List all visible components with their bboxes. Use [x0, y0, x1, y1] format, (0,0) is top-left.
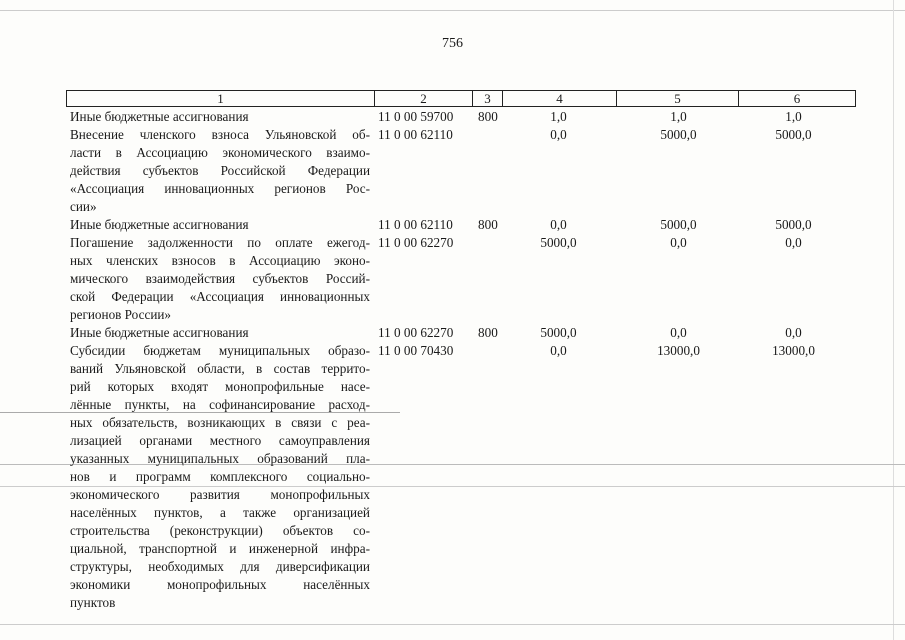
description-line: Иные бюджетные ассигнования	[70, 109, 249, 124]
header-col-4: 4	[503, 91, 617, 106]
row-value-4: 1,0	[550, 109, 567, 124]
row-value-6: 0,0	[785, 325, 802, 340]
table-row	[66, 216, 856, 234]
description-line: сии»	[70, 199, 97, 214]
description-line: Иные бюджетные ассигнования	[70, 217, 249, 232]
description-line: ласти в Ассоциацию экономического взаимо-	[70, 145, 370, 160]
header-col-6: 6	[793, 91, 801, 106]
table-body	[66, 108, 856, 612]
header-col-2: 2	[375, 91, 473, 106]
row-value-6: 0,0	[785, 235, 802, 250]
description-line: Внесение членского взноса Ульяновской об-	[70, 127, 370, 142]
row-value-6: 13000,0	[772, 343, 815, 358]
description-line: экономики монопрофильных населённых	[70, 577, 370, 592]
description-line: населённых пунктов, а также организацией	[70, 505, 370, 520]
description-line: указанных муниципальных образований пла-	[70, 451, 370, 466]
row-code: 11 0 00 62110	[378, 217, 453, 232]
row-value-4: 0,0	[550, 343, 567, 358]
header-col-5: 5	[617, 91, 739, 106]
row-value-5: 5000,0	[660, 127, 697, 142]
scan-top-line	[0, 10, 905, 11]
row-value-6: 5000,0	[775, 127, 812, 142]
description-line: нов и программ комплексного социально-	[70, 469, 370, 484]
table-row	[66, 234, 856, 324]
description-line: ных членских взносов в Ассоциацию эконо-	[70, 253, 370, 268]
description-line: строительства (реконструкции) объектов со-	[70, 523, 370, 538]
row-value-4: 5000,0	[540, 325, 577, 340]
row-value-4: 0,0	[550, 217, 567, 232]
description-line: ской Федерации «Ассоциация инновационных	[70, 289, 370, 304]
row-code: 11 0 00 59700	[378, 109, 454, 124]
page-number: 756	[442, 36, 463, 51]
row-description	[70, 216, 370, 234]
row-description	[70, 108, 370, 126]
description-line: регионов России»	[70, 307, 172, 322]
row-description	[70, 342, 370, 612]
table-row	[66, 126, 856, 216]
scan-right-edge	[893, 0, 894, 640]
row-value-5: 13000,0	[657, 343, 700, 358]
row-value-4: 0,0	[550, 127, 567, 142]
row-code: 11 0 00 62270	[378, 235, 454, 250]
row-value-6: 1,0	[785, 109, 802, 124]
row-value-5: 0,0	[670, 325, 687, 340]
row-value-4: 5000,0	[540, 235, 577, 250]
row-value-6: 5000,0	[775, 217, 812, 232]
description-line: лённые пункты, на софинансирование расход-	[70, 397, 370, 412]
row-type: 800	[478, 109, 498, 124]
table-row	[66, 108, 856, 126]
row-code: 11 0 00 70430	[378, 343, 454, 358]
row-code: 11 0 00 62270	[378, 325, 454, 340]
row-value-5: 5000,0	[660, 217, 697, 232]
row-code: 11 0 00 62110	[378, 127, 453, 142]
description-line: циальной, транспортной и инженерной инфра-	[70, 541, 370, 556]
description-line: лизацией органами местного самоуправления	[70, 433, 370, 448]
description-line: рий которых входят монопрофильные насе-	[70, 379, 370, 394]
description-line: Погашение задолженности по оплате ежегод-	[70, 235, 370, 250]
row-description	[70, 126, 370, 216]
scan-bottom-line	[0, 624, 905, 625]
table-row	[66, 324, 856, 342]
row-value-5: 1,0	[670, 109, 687, 124]
row-description	[70, 324, 370, 342]
header-col-1: 1	[67, 91, 375, 106]
description-line: «Ассоциация инновационных регионов Рос-	[70, 181, 370, 196]
description-line: действия субъектов Российской Федерации	[70, 163, 370, 178]
header-col-3: 3	[473, 91, 503, 106]
row-value-5: 0,0	[670, 235, 687, 250]
row-description	[70, 234, 370, 324]
description-line: структуры, необходимых для диверсификации	[70, 559, 370, 574]
description-line: Субсидии бюджетам муниципальных образо-	[70, 343, 370, 358]
row-type: 800	[478, 217, 498, 232]
table-header	[66, 90, 856, 107]
description-line: пунктов	[70, 595, 116, 610]
description-line: ваний Ульяновской области, в состав террито-	[70, 361, 370, 376]
description-line: мического взаимодействия субъектов Россий-	[70, 271, 370, 286]
description-line: ных обязательств, возникающих в связи с реа-	[70, 415, 370, 430]
description-line: Иные бюджетные ассигнования	[70, 325, 249, 340]
table-row	[66, 342, 856, 612]
row-type: 800	[478, 325, 498, 340]
description-line: экономического развития монопрофильных	[70, 487, 370, 502]
